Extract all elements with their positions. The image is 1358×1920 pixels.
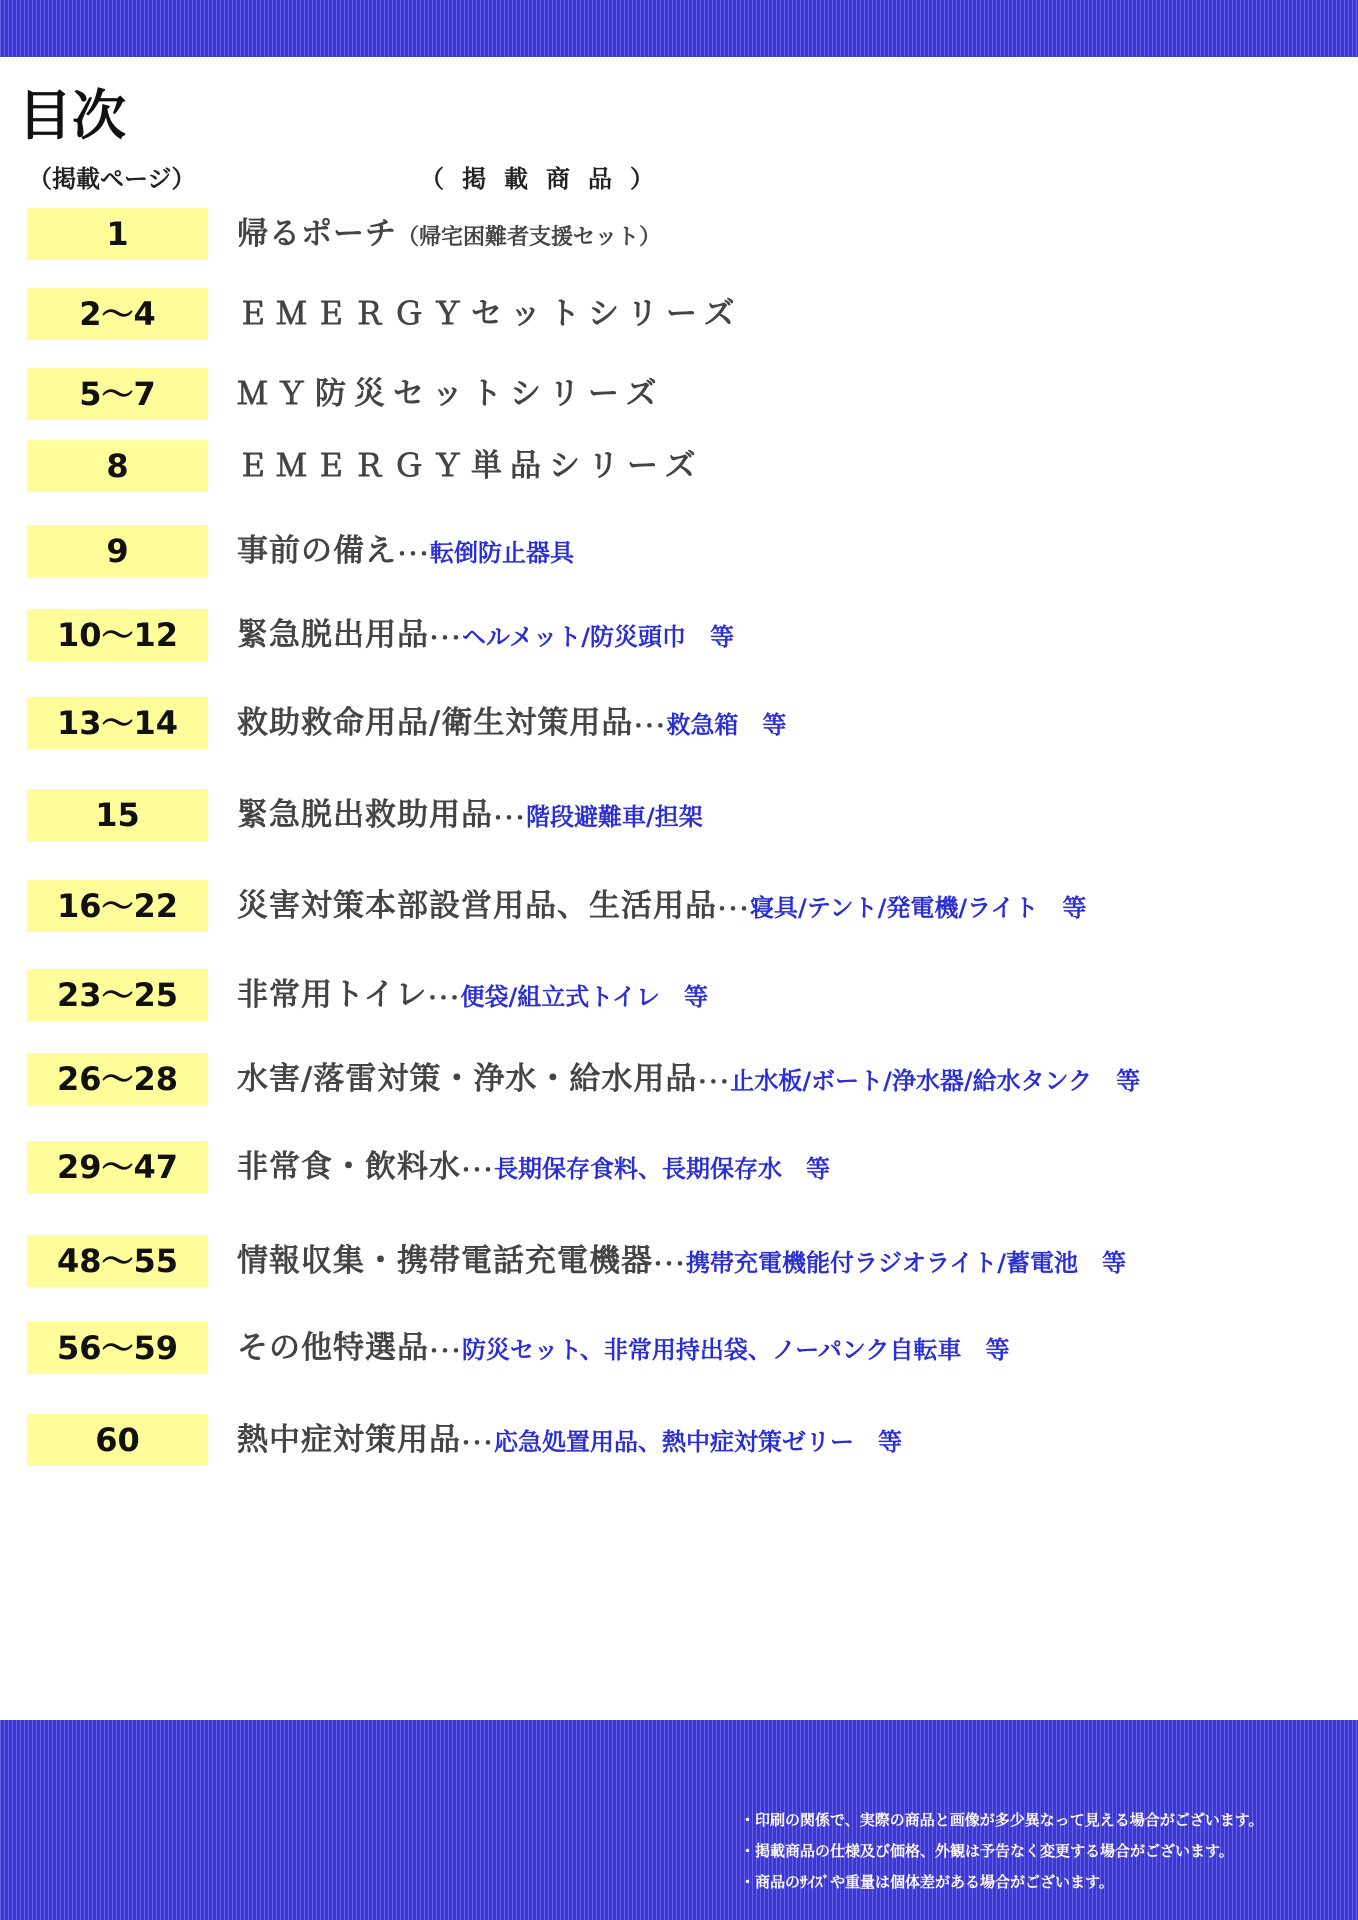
- page-number-badge: 26～28: [27, 1053, 208, 1105]
- toc-entry: [237, 288, 742, 340]
- toc-entry-separator: ･･･: [493, 806, 526, 830]
- toc-entry-title: その他特選品: [237, 1330, 429, 1366]
- toc-entry-separator: ･･･: [653, 1252, 686, 1276]
- disclaimer-note: ・印刷の関係で、実際の商品と画像が多少異なって見える場合がございます。: [740, 1811, 1264, 1829]
- pages-column-header: （掲載ページ）: [28, 165, 196, 193]
- page-number-badge: 56～59: [27, 1322, 208, 1374]
- toc-entry-note: 救急箱 等: [666, 711, 787, 739]
- disclaimer-notes: [740, 1805, 1340, 1898]
- toc-entry: [237, 1053, 1140, 1105]
- toc-row[interactable]: [0, 1414, 1358, 1466]
- toc-entry-separator: ･･･: [461, 1431, 494, 1455]
- toc-entry-separator: ･･･: [427, 986, 461, 1010]
- top-decorative-band: [0, 0, 1358, 57]
- toc-entry-separator: ･･･: [429, 1339, 462, 1363]
- toc-entry-title: 情報収集・携帯電話充電機器: [237, 1243, 653, 1279]
- toc-entry-title: 帰るポーチ: [237, 216, 397, 252]
- toc-entry: [237, 609, 734, 661]
- page-number-badge: 5～7: [27, 368, 208, 420]
- toc-entry-subtitle: （帰宅困難者支援セット）: [397, 225, 662, 250]
- toc-entry: [237, 1414, 902, 1466]
- toc-entry: [237, 880, 1086, 932]
- page-number-badge: 16～22: [27, 880, 208, 932]
- page-number-badge: 9: [27, 525, 208, 577]
- toc-entry-note: 止水板/ボート/浄水器/給水タンク 等: [730, 1067, 1141, 1095]
- toc-entry: [237, 525, 574, 577]
- toc-entry-note: 階段避難車/担架: [526, 803, 703, 831]
- toc-entry-title: 非常用トイレ: [237, 977, 428, 1013]
- toc-entry: [237, 697, 786, 749]
- page-number-badge: 13～14: [27, 697, 208, 749]
- toc-entry-note: 転倒防止器具: [430, 539, 574, 567]
- toc-entry-title: ＥＭＥＲＧＹセットシリーズ: [237, 296, 743, 332]
- toc-row[interactable]: [0, 440, 1358, 492]
- toc-entry-title: 救助救命用品/衛生対策用品: [237, 705, 634, 741]
- toc-entry: [237, 440, 703, 492]
- toc-entry: [237, 368, 664, 420]
- toc-entry-title: 災害対策本部設営用品、生活用品: [237, 888, 717, 924]
- toc-entry-title: 事前の備え: [237, 533, 397, 569]
- toc-row[interactable]: [0, 1235, 1358, 1287]
- page-number-badge: 60: [27, 1414, 208, 1466]
- toc-entry: [237, 208, 661, 260]
- toc-entry-note: 携帯充電機能付ラジオライト/蓄電池 等: [686, 1249, 1127, 1277]
- toc-entry-note: 長期保存食料、長期保存水 等: [494, 1155, 830, 1183]
- toc-entry-note: 便袋/組立式トイレ 等: [460, 983, 709, 1011]
- toc-row[interactable]: [0, 697, 1358, 749]
- toc-entry-title: 水害/落雷対策・浄水・給水用品: [237, 1061, 698, 1097]
- toc-entry-title: 緊急脱出救助用品: [237, 797, 493, 833]
- toc-entry-note: 応急処置用品、熱中症対策ゼリー 等: [494, 1428, 902, 1456]
- toc-row[interactable]: [0, 1322, 1358, 1374]
- toc-entry-separator: ･･･: [697, 1070, 731, 1094]
- toc-row[interactable]: [0, 609, 1358, 661]
- toc-entry-separator: ･･･: [461, 1158, 494, 1182]
- toc-entry-title: 熱中症対策用品: [237, 1422, 461, 1458]
- toc-entry-separator: ･･･: [633, 714, 667, 738]
- page-title: 目次: [18, 84, 126, 147]
- toc-row[interactable]: [0, 969, 1358, 1021]
- toc-entry-note: ヘルメット/防災頭巾 等: [462, 623, 735, 651]
- toc-row[interactable]: [0, 1141, 1358, 1193]
- toc-row[interactable]: [0, 288, 1358, 340]
- toc-entry-note: 寝具/テント/発電機/ライト 等: [750, 894, 1087, 922]
- toc-entry: [237, 1235, 1126, 1287]
- page-number-badge: 48～55: [27, 1235, 208, 1287]
- toc-row[interactable]: [0, 789, 1358, 841]
- toc-row[interactable]: [0, 525, 1358, 577]
- toc-row[interactable]: [0, 1053, 1358, 1105]
- page-number-badge: 29～47: [27, 1141, 208, 1193]
- page-number-badge: 23～25: [27, 969, 208, 1021]
- toc-entry: [237, 1322, 1009, 1374]
- toc-entry-separator: ･･･: [429, 626, 462, 650]
- page-number-badge: 2～4: [27, 288, 208, 340]
- toc-entry: [237, 969, 708, 1021]
- page-number-badge: 8: [27, 440, 208, 492]
- disclaimer-note: ・掲載商品の仕様及び価格、外観は予告なく変更する場合がございます。: [740, 1842, 1234, 1860]
- page-number-badge: 1: [27, 208, 208, 260]
- page-number-badge: 15: [27, 789, 208, 841]
- toc-entry: [237, 789, 703, 841]
- toc-entry-note: 防災セット、非常用持出袋、ノーパンク自転車 等: [462, 1336, 1010, 1364]
- toc-entry-separator: ･･･: [397, 542, 430, 566]
- products-column-header: （掲載商品）: [420, 165, 672, 193]
- toc-entry-title: 緊急脱出用品: [237, 617, 429, 653]
- toc-entry-separator: ･･･: [717, 897, 750, 921]
- toc-entry: [237, 1141, 830, 1193]
- disclaimer-note: ・商品のｻｲｽﾞや重量は個体差がある場合がございます。: [740, 1873, 1114, 1891]
- toc-entry-title: ＭＹ防災セットシリーズ: [237, 376, 665, 412]
- page-number-badge: 10～12: [27, 609, 208, 661]
- toc-row[interactable]: [0, 880, 1358, 932]
- toc-entry-title: 非常食・飲料水: [237, 1149, 461, 1185]
- toc-row[interactable]: [0, 368, 1358, 420]
- toc-row[interactable]: [0, 208, 1358, 260]
- toc-entry-title: ＥＭＥＲＧＹ単品シリーズ: [237, 448, 704, 484]
